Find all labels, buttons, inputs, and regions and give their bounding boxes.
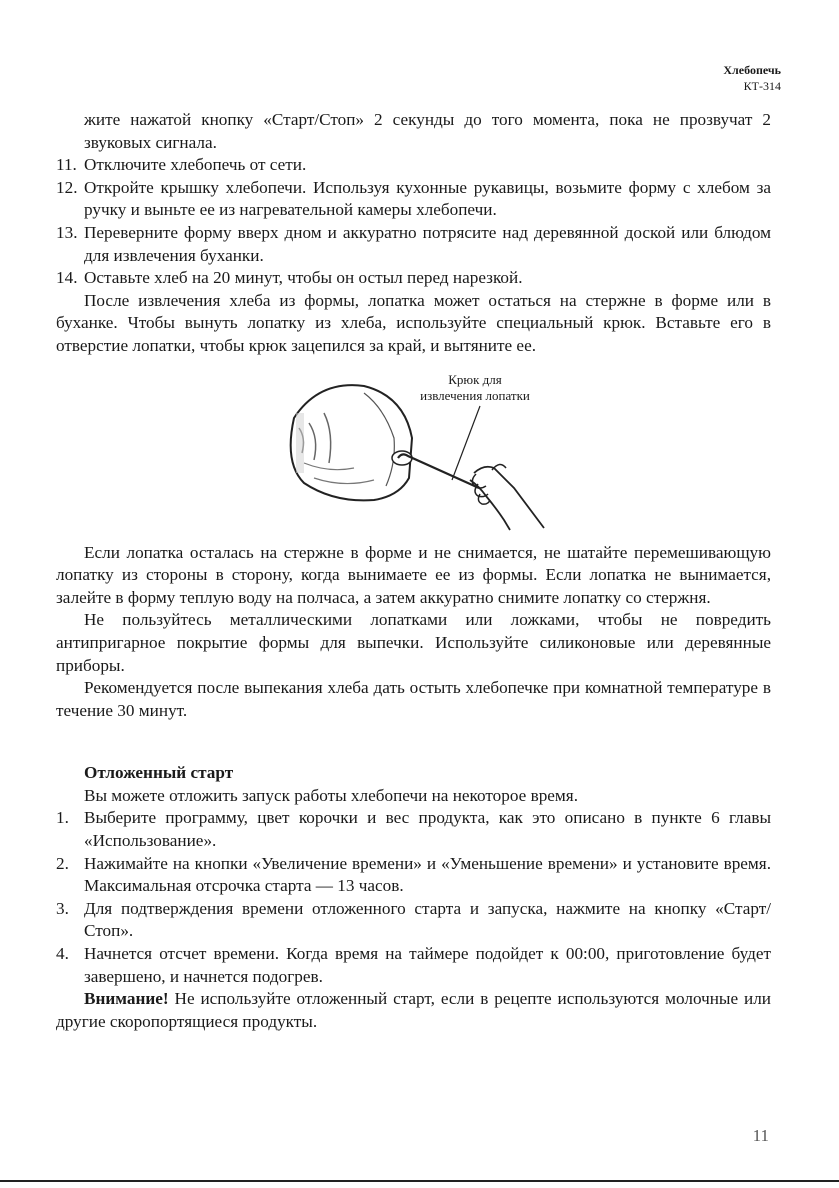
warning-label: Внимание! xyxy=(84,989,169,1009)
header-model: КТ-314 xyxy=(743,79,781,93)
section-intro: Вы можете отложить запуск работы хлебопечи на некоторое время. xyxy=(84,785,579,805)
section-heading: Отложенный старт xyxy=(84,763,234,783)
list-item-text: Откройте крышку хлебопечи. Используя кухонные рукавицы, возьмите форму с хлебом за ручку и выньте ее из нагревательной камеры хлебопечи. xyxy=(84,177,771,220)
list-item xyxy=(56,154,771,177)
list-item-number: 12. xyxy=(56,177,78,197)
list-item-text: Нажимайте на кнопки «Увеличение времени» и «Уменьшение времени» и установите время. Максимальная отсрочка старта — 13 часов. xyxy=(84,853,771,896)
bottom-rule xyxy=(0,1180,839,1182)
stuck-paddle-paragraph: Если лопатка осталась на стержне в форме и не снимается, не шатайте перемешивающую лопатку из стороны в сторону, когда вынимаете ее из формы. Если лопатка не вынимается, залейте в форму теплую воду на полчаса, а затем аккуратно снимите лопатку со стержня. xyxy=(56,542,771,607)
cooling-paragraph: Рекомендуется после выпекания хлеба дать остыть хлебопечке при комнатной температуре в течение 30 минут. xyxy=(56,678,771,720)
figure-caption-line: извлечения лопатки xyxy=(420,387,530,403)
list-item xyxy=(56,853,771,898)
list-item-text: Отключите хлебопечь от сети. xyxy=(84,155,307,175)
list-item-number: 3. xyxy=(56,898,69,918)
figure-caption-line: Крюк для xyxy=(448,371,502,387)
list-item-number: 14. xyxy=(56,268,78,288)
list-item-text: Оставьте хлеб на 20 минут, чтобы он остыл перед нарезкой. xyxy=(84,268,523,288)
page-header xyxy=(723,62,781,94)
list-item xyxy=(56,177,771,222)
utensils-paragraph: Не пользуйтесь металлическими лопатками или ложками, чтобы не повредить антипригарное покрытие формы для выпечки. Используйте силиконовые или деревянные приборы. xyxy=(56,610,771,675)
warning-paragraph xyxy=(56,988,771,1033)
list-item-text: Начнется отсчет времени. Когда время на таймере подойдет к 00:00, приготовление будет завершено, и начнется подогрев. xyxy=(84,944,771,986)
list-item xyxy=(56,943,771,988)
list-item-number: 13. xyxy=(56,222,78,242)
list-item-number: 2. xyxy=(56,853,69,873)
header-brand: Хлебопечь xyxy=(723,63,781,77)
list-item-text: Для подтверждения времени отложенного старта и запуска, нажмите на кнопку «Старт/Стоп». xyxy=(84,898,771,941)
list-item-text: Выберите программу, цвет корочки и вес продукта, как это описано в пункте 6 главы «Использование». xyxy=(84,808,771,851)
warning-text: Не используйте отложенный старт, если в рецепте используются молочные или другие скоропортящиеся продукты. xyxy=(56,989,771,1031)
list-item xyxy=(56,222,771,267)
list-item-text: Переверните форму вверх дном и аккуратно потрясите над деревянной доской или блюдом для извлечения буханки. xyxy=(84,222,771,265)
figure-caption xyxy=(390,372,560,404)
page-number: 11 xyxy=(752,1126,769,1145)
list-item xyxy=(56,898,771,943)
list-item xyxy=(56,807,771,852)
list-item-number: 4. xyxy=(56,944,69,964)
page-content xyxy=(56,109,771,1033)
continued-step-text: жите нажатой кнопку «Старт/Стоп» 2 секунды до того момента, пока не прозвучат 2 звуковых сигнала. xyxy=(84,110,771,152)
list-item-number: 11. xyxy=(56,155,77,175)
hook-illustration xyxy=(56,364,771,542)
list-item xyxy=(56,267,771,290)
list-item-number: 1. xyxy=(56,808,69,828)
paddle-removal-paragraph: После извлечения хлеба из формы, лопатка может остаться на стержне в форме или в буханке. Чтобы вынуть лопатку из хлеба, используйте специальный крюк. Вставьте его в отверстие лопатки, чтобы крюк зацепился за край, и вытяните ее. xyxy=(56,290,771,355)
